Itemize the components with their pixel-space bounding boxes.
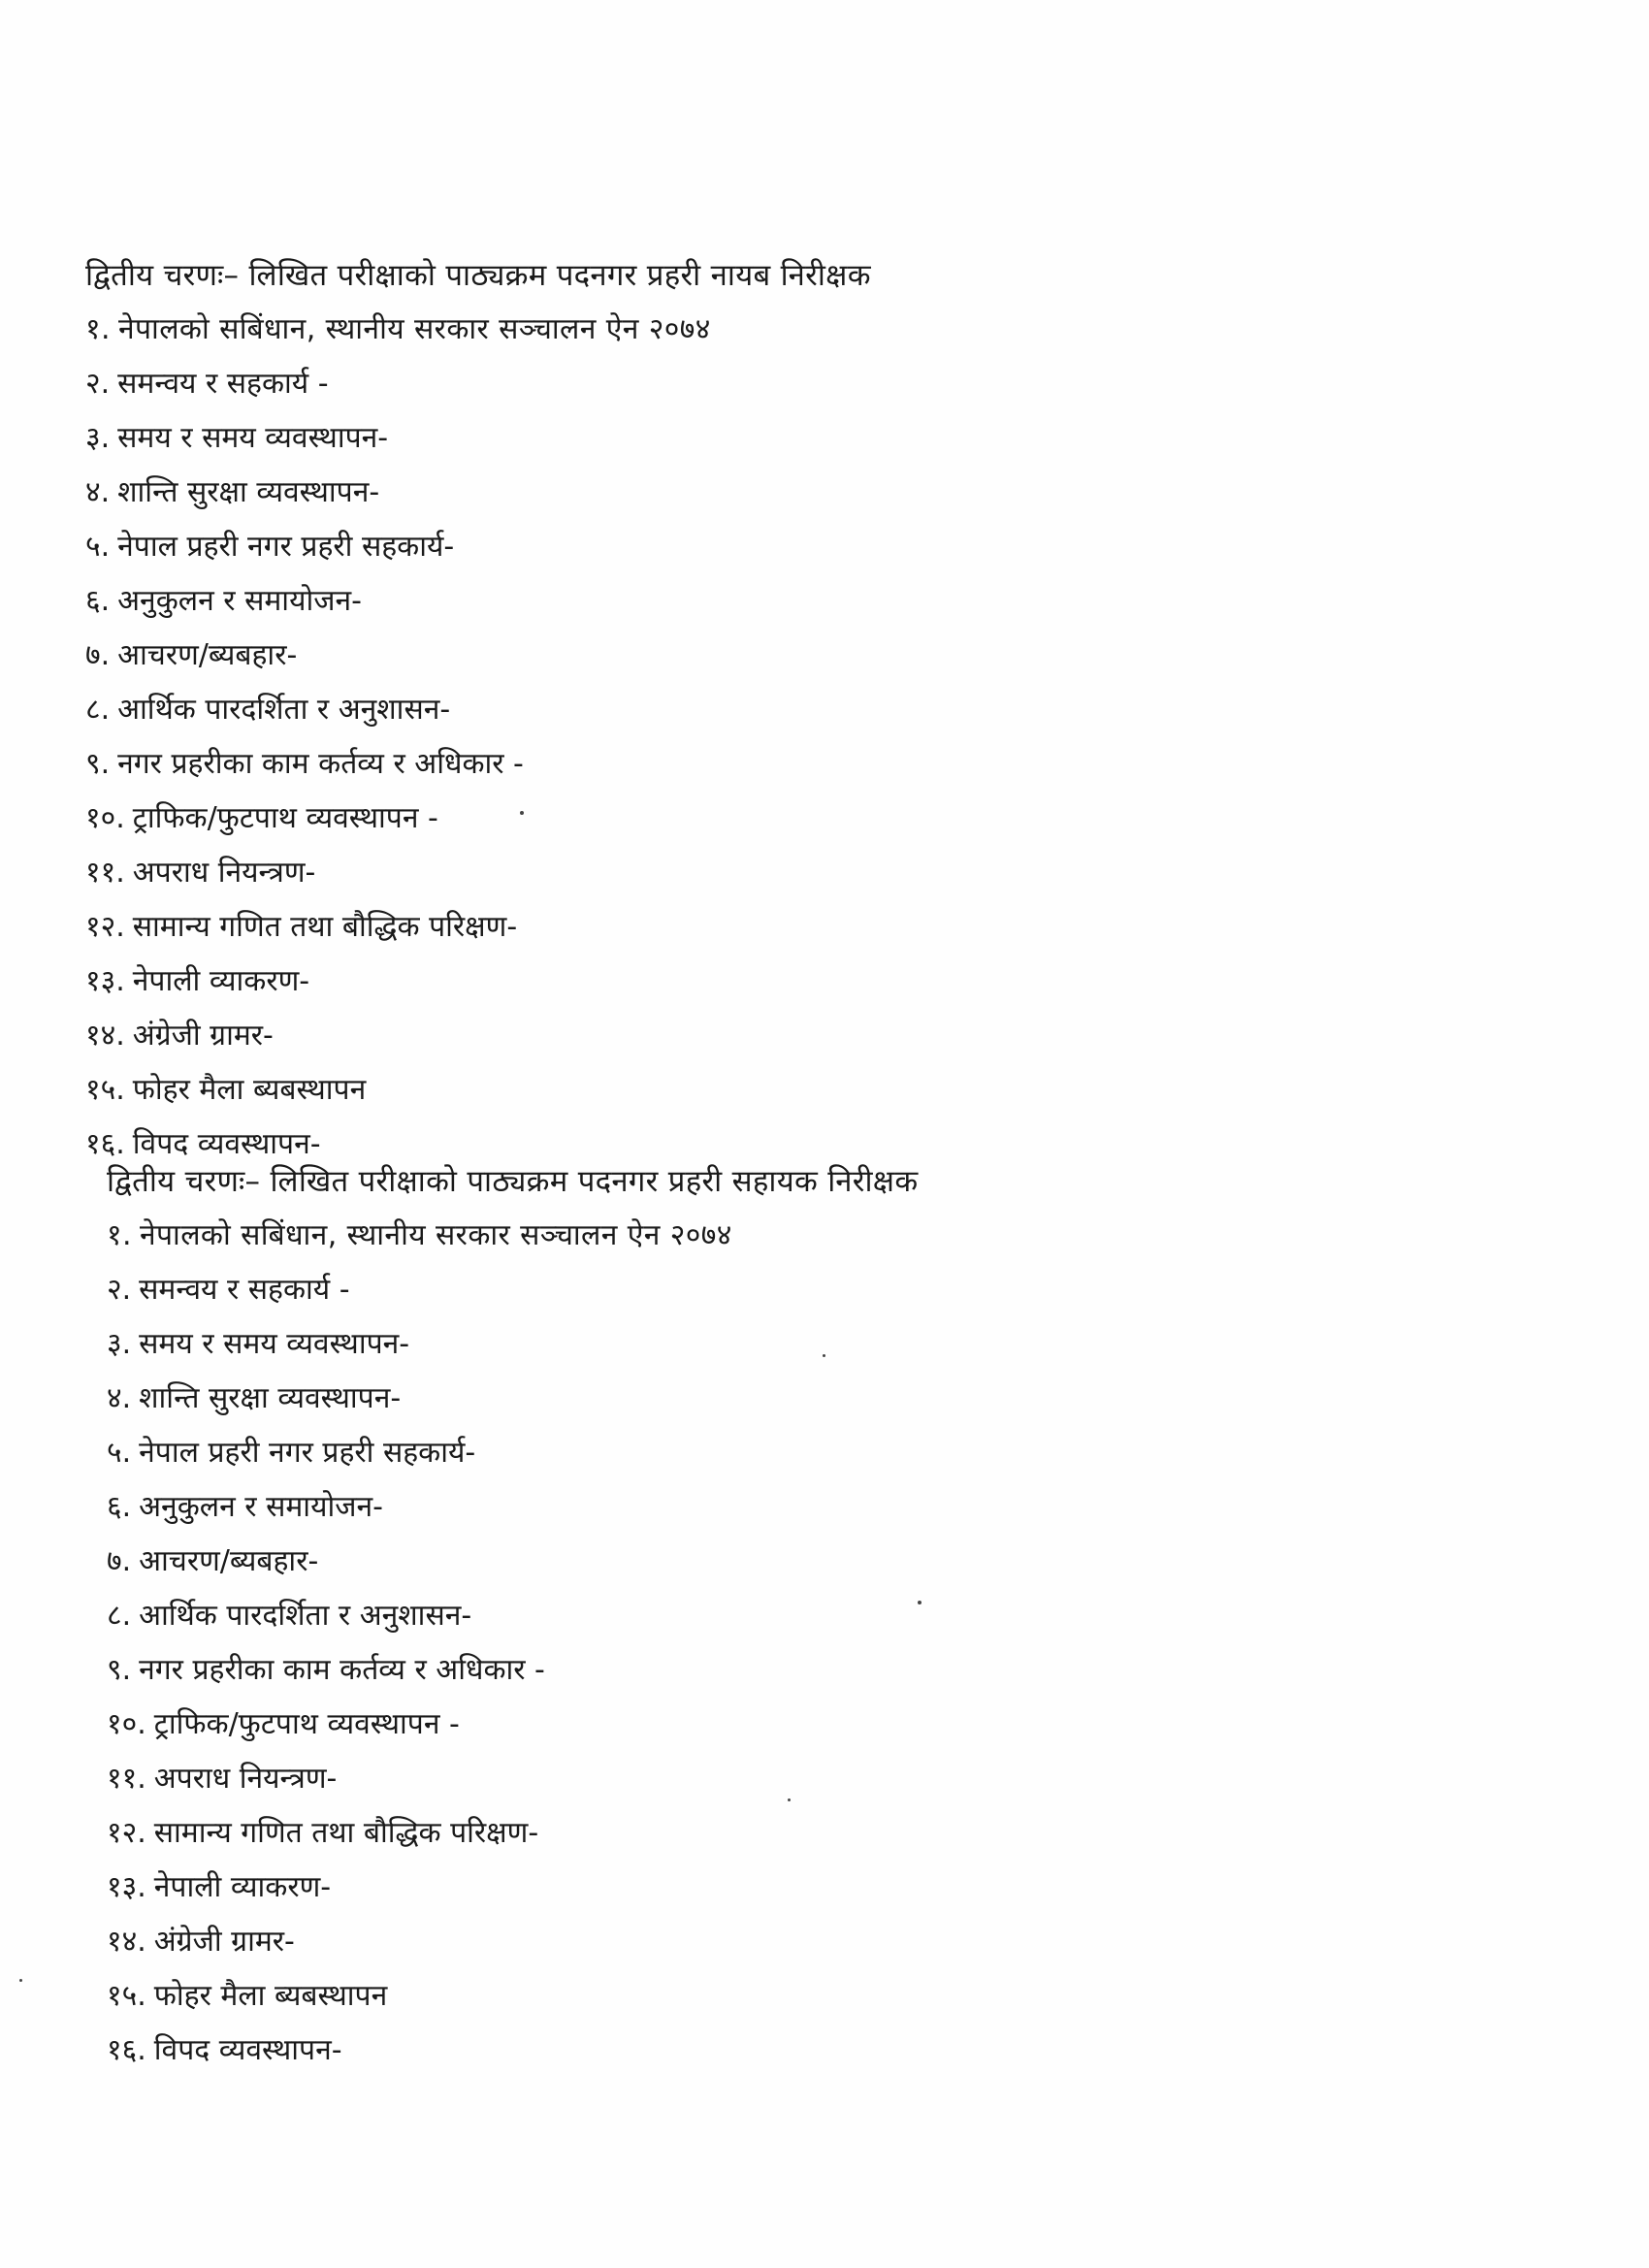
item-number: २. — [107, 1273, 132, 1307]
list-item — [85, 792, 1443, 846]
list-item — [85, 520, 1443, 574]
item-text: आचरण/ब्यबहार- — [139, 1544, 319, 1578]
item-text: आर्थिक पारदर्शिता र अनुशासन- — [117, 693, 451, 727]
item-text: समय र समय व्यवस्थापन- — [117, 421, 389, 455]
item-number: ४. — [85, 475, 111, 509]
item-number: १४. — [85, 1019, 125, 1053]
item-text: नगर प्रहरीका काम कर्तव्य र अधिकार - — [139, 1653, 545, 1687]
item-text: समन्वय र सहकार्य - — [139, 1273, 350, 1307]
item-number: १०. — [107, 1707, 146, 1741]
item-number: ८. — [107, 1599, 132, 1633]
item-number: १०. — [85, 801, 125, 835]
item-text: शान्ति सुरक्षा व्यवस्थापन- — [139, 1381, 402, 1415]
list-item — [85, 737, 1443, 792]
item-text: सामान्य गणित तथा बौद्धिक परिक्षण- — [153, 1816, 539, 1850]
list-item — [107, 1263, 1465, 1317]
list-item — [107, 1372, 1465, 1426]
item-number: १४. — [107, 1925, 146, 1959]
item-number: ५. — [107, 1436, 132, 1470]
item-text: अंग्रेजी ग्रामर- — [132, 1019, 274, 1053]
list-item — [107, 1752, 1465, 1806]
list-item — [107, 1480, 1465, 1535]
item-number: ४. — [107, 1381, 132, 1415]
item-text: ट्राफिक/फुटपाथ व्यवस्थापन - — [132, 801, 438, 835]
item-number: ११. — [107, 1762, 146, 1796]
syllabus-list — [107, 1209, 1465, 2078]
list-item — [107, 1806, 1465, 1861]
list-item — [85, 955, 1443, 1009]
list-item — [85, 466, 1443, 520]
list-item — [85, 357, 1443, 411]
item-text: नेपाली व्याकरण- — [153, 1870, 332, 1904]
item-number: ६. — [107, 1490, 132, 1524]
item-text: नेपालको सबिंधान, स्थानीय सरकार सञ्चालन ऐन २०७४ — [139, 1218, 732, 1252]
item-text: ट्राफिक/फुटपाथ व्यवस्थापन - — [153, 1707, 460, 1741]
item-number: ७. — [85, 638, 111, 672]
list-item — [107, 1915, 1465, 1969]
list-item — [107, 1535, 1465, 1589]
item-number: ३. — [107, 1327, 132, 1361]
list-item — [107, 1209, 1465, 1263]
list-item — [107, 1643, 1465, 1698]
list-item — [85, 1063, 1443, 1118]
item-number: १६. — [85, 1127, 125, 1161]
item-text: शान्ति सुरक्षा व्यवस्थापन- — [117, 475, 380, 509]
item-text: आचरण/ब्यबहार- — [117, 638, 298, 672]
section-heading: द्वितीय चरणः– लिखित परीक्षाको पाठ्यक्रम पदनगर प्रहरी सहायक निरीक्षक — [107, 1164, 919, 1199]
item-text: फोहर मैला ब्यबस्थापन — [153, 1979, 388, 2013]
item-text: अनुकुलन र समायाेजन- — [139, 1490, 383, 1524]
item-text: अपराध नियन्त्रण- — [132, 856, 316, 890]
list-item — [107, 2024, 1465, 2078]
item-number: १६. — [107, 2033, 146, 2067]
item-text: विपद व्यवस्थापन- — [153, 2033, 342, 2067]
syllabus-section-sahayak-nirikshak — [107, 1154, 1465, 2078]
item-text: नेपाली व्याकरण- — [132, 964, 310, 998]
item-number: १२. — [107, 1816, 146, 1850]
list-item — [107, 1317, 1465, 1372]
list-item — [107, 1861, 1465, 1915]
list-item — [85, 846, 1443, 900]
item-text: आर्थिक पारदर्शिता र अनुशासन- — [139, 1599, 472, 1633]
item-number: १३. — [107, 1870, 146, 1904]
item-text: अपराध नियन्त्रण- — [153, 1762, 338, 1796]
list-item — [107, 1426, 1465, 1480]
item-text: नगर प्रहरीका काम कर्तव्य र अधिकार - — [117, 747, 524, 781]
item-text: नेपालको सबिंधान, स्थानीय सरकार सञ्चालन ऐन २०७४ — [117, 312, 711, 346]
item-number: ८. — [85, 693, 111, 727]
list-item — [85, 629, 1443, 683]
item-number: १. — [85, 312, 111, 346]
item-number: ९. — [85, 747, 111, 781]
list-item — [85, 574, 1443, 629]
item-number: १५. — [107, 1979, 146, 2013]
item-text: विपद व्यवस्थापन- — [132, 1127, 321, 1161]
item-text: अनुकुलन र समायाेजन- — [117, 584, 362, 618]
item-number: १२. — [85, 910, 125, 944]
list-item — [85, 683, 1443, 737]
syllabus-list — [85, 303, 1443, 1172]
item-number: ५. — [85, 530, 111, 564]
item-number: ११. — [85, 856, 125, 890]
item-text: सामान्य गणित तथा बौद्धिक परिक्षण- — [132, 910, 518, 944]
item-text: समन्वय र सहकार्य - — [117, 367, 329, 401]
list-item — [85, 411, 1443, 466]
item-number: २. — [85, 367, 111, 401]
item-number: ६. — [85, 584, 111, 618]
scan-speck — [788, 1798, 791, 1801]
list-item — [107, 1698, 1465, 1752]
scan-speck — [19, 1979, 22, 1982]
item-number: १५. — [85, 1073, 125, 1107]
item-text: नेपाल प्रहरी नगर प्रहरी सहकार्य- — [139, 1436, 476, 1470]
item-text: समय र समय व्यवस्थापन- — [139, 1327, 410, 1361]
list-item — [107, 1969, 1465, 2024]
list-item — [107, 1589, 1465, 1643]
list-item — [85, 303, 1443, 357]
item-number: ७. — [107, 1544, 132, 1578]
item-number: १३. — [85, 964, 125, 998]
scan-speck — [520, 811, 524, 815]
item-number: १. — [107, 1218, 132, 1252]
scan-speck — [823, 1354, 825, 1357]
syllabus-section-naayab-nirikshak — [85, 248, 1443, 1172]
item-text: अंग्रेजी ग्रामर- — [153, 1925, 295, 1959]
item-number: ९. — [107, 1653, 132, 1687]
item-text: नेपाल प्रहरी नगर प्रहरी सहकार्य- — [117, 530, 455, 564]
scan-speck — [918, 1601, 922, 1604]
item-text: फोहर मैला ब्यबस्थापन — [132, 1073, 367, 1107]
section-heading: द्वितीय चरणः– लिखित परीक्षाको पाठ्यक्रम पदनगर प्रहरी नायब निरीक्षक — [85, 258, 871, 293]
list-item — [85, 900, 1443, 955]
item-number: ३. — [85, 421, 111, 455]
list-item — [85, 1009, 1443, 1063]
